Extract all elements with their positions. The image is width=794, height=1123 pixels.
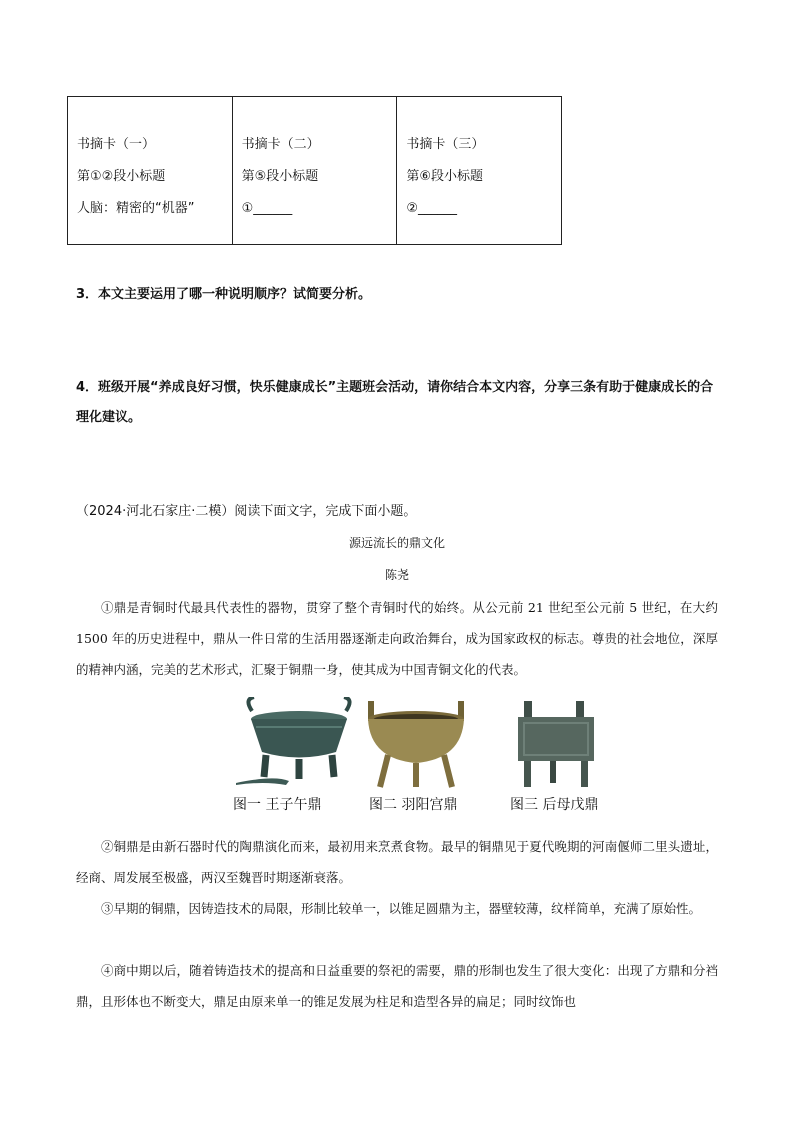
card-line: 第①②段小标题 [77, 169, 166, 184]
card-line: 第⑥段小标题 [406, 169, 483, 184]
round-ding-image [362, 697, 492, 789]
book-excerpt-cards-table [67, 96, 562, 245]
article-title: 源远流长的鼎文化 [348, 536, 445, 550]
article-author: 陈尧 [384, 568, 409, 582]
square-ding-image [510, 697, 640, 789]
reading-intro: （2024·河北石家庄·二模）阅读下面文字，完成下面小题。 [76, 504, 417, 519]
paragraph-1: ①鼎是青铜时代最具代表性的器物，贯穿了整个青铜时代的始终。从公元前 21 世纪至公元前 5 世纪，在大约 1500 年的历史进程中，鼎从一件日常的生活用器逐渐走向政治舞台，成为国家政权的标志。尊贵的社会地位，深厚的精神内涵，完美的艺术形式，汇聚于铜鼎一身，使其成为中国青铜文化的代表。 [76, 600, 718, 677]
figure-2-caption: 图二 羽阳宫鼎 [369, 797, 458, 813]
figure-1-caption: 图一 王子午鼎 [233, 797, 322, 813]
book-card-1 [68, 97, 233, 245]
card-line: 第⑤段小标题 [241, 169, 319, 184]
card-heading: 书摘卡（二） [241, 137, 320, 152]
tripod-lidless-ding-image [234, 697, 364, 789]
paragraph-2: ②铜鼎是由新石器时代的陶鼎演化而来，最初用来烹煮食物。最早的铜鼎见于夏代晚期的河南偃师二里头遗址，经商、周发展至极盛，两汉至魏晋时期逐渐衰落。 [76, 839, 718, 885]
card-heading: 书摘卡（一） [77, 137, 156, 152]
book-card-2 [232, 97, 397, 245]
question-3: 3．本文主要运用了哪一种说明顺序？试简要分析。 [76, 287, 372, 302]
card-blank: ①______ [241, 201, 293, 216]
figure-3-caption: 图三 后母戊鼎 [510, 797, 599, 813]
card-heading: 书摘卡（三） [406, 137, 485, 152]
book-card-3 [397, 97, 562, 245]
question-4: 4．班级开展“养成良好习惯，快乐健康成长”主题班会活动，请你结合本文内容，分享三条有助于健康成长的合理化建议。 [76, 380, 714, 425]
card-line: 人脑：精密的“机器” [77, 201, 195, 216]
card-blank: ②______ [406, 201, 457, 216]
paragraph-3: ③早期的铜鼎，因铸造技术的局限，形制比较单一，以锥足圆鼎为主，器壁较薄，纹样简单，充满了原始性。 [101, 901, 702, 916]
paragraph-4: ④商中期以后，随着铸造技术的提高和日益重要的祭祀的需要，鼎的形制也发生了很大变化：出现了方鼎和分裆鼎，且形体也不断变大，鼎足由原来单一的锥足发展为柱足和造型各异的扁足；同时纹饰也 [76, 963, 718, 1009]
